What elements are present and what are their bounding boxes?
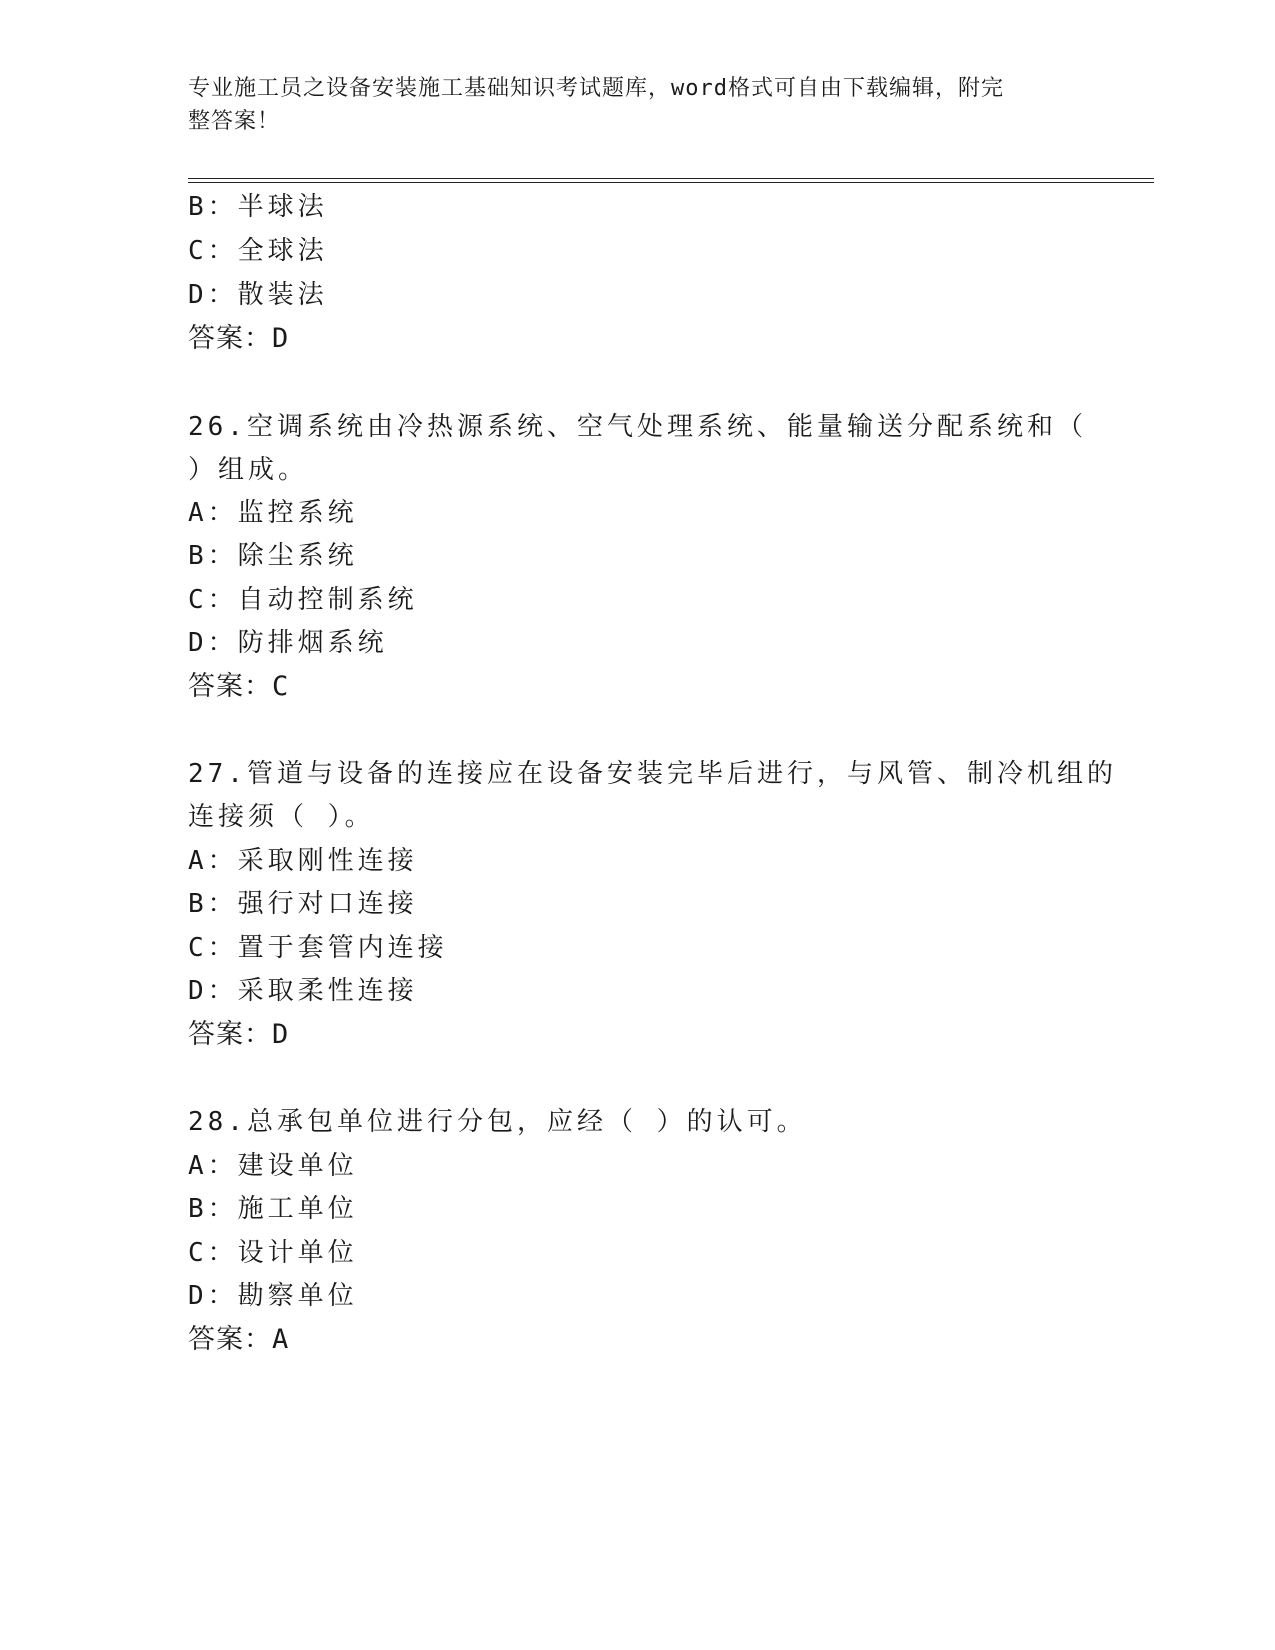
q27-answer: 答案：D	[188, 1019, 290, 1050]
q26-option-c: C：自动控制系统	[188, 585, 418, 615]
q28-answer: 答案：A	[188, 1324, 290, 1355]
q26-option-a: A：监控系统	[188, 498, 358, 528]
q26-option-b: B：除尘系统	[188, 541, 358, 571]
q26-stem-line-2: ）组成。	[188, 455, 309, 485]
header-line-1: 专业施工员之设备安装施工基础知识考试题库，word格式可自由下载编辑，附完	[188, 76, 1004, 101]
header-line-2: 整答案！	[188, 109, 281, 134]
q25-option-b: B：半球法	[188, 192, 328, 222]
q25-option-d: D：散装法	[188, 280, 328, 310]
q28-option-a: A：建设单位	[188, 1151, 358, 1181]
q28-option-b: B：施工单位	[188, 1194, 358, 1224]
header-divider-bottom	[188, 182, 1154, 183]
document-header	[188, 72, 1068, 138]
q27-stem-line-1: 27.管道与设备的连接应在设备安装完毕后进行，与风管、制冷机组的	[188, 759, 1117, 789]
q27-stem-line-2: 连接须（ ）。	[188, 802, 375, 832]
q26-stem-line-1: 26.空调系统由冷热源系统、空气处理系统、能量输送分配系统和（	[188, 412, 1087, 442]
q25-option-c: C：全球法	[188, 236, 328, 266]
q26-option-d: D：防排烟系统	[188, 628, 388, 658]
q28-option-c: C：设计单位	[188, 1238, 358, 1268]
q27-option-d: D：采取柔性连接	[188, 976, 418, 1006]
q26-answer: 答案：C	[188, 671, 290, 702]
q27-option-a: A：采取刚性连接	[188, 846, 418, 876]
q27-option-b: B：强行对口连接	[188, 889, 418, 919]
q25-answer: 答案：D	[188, 323, 290, 354]
q28-option-d: D：勘察单位	[188, 1281, 358, 1311]
q28-stem-line-1: 28.总承包单位进行分包，应经（ ）的认可。	[188, 1107, 807, 1137]
q27-option-c: C：置于套管内连接	[188, 933, 448, 963]
header-divider-top	[188, 178, 1154, 179]
